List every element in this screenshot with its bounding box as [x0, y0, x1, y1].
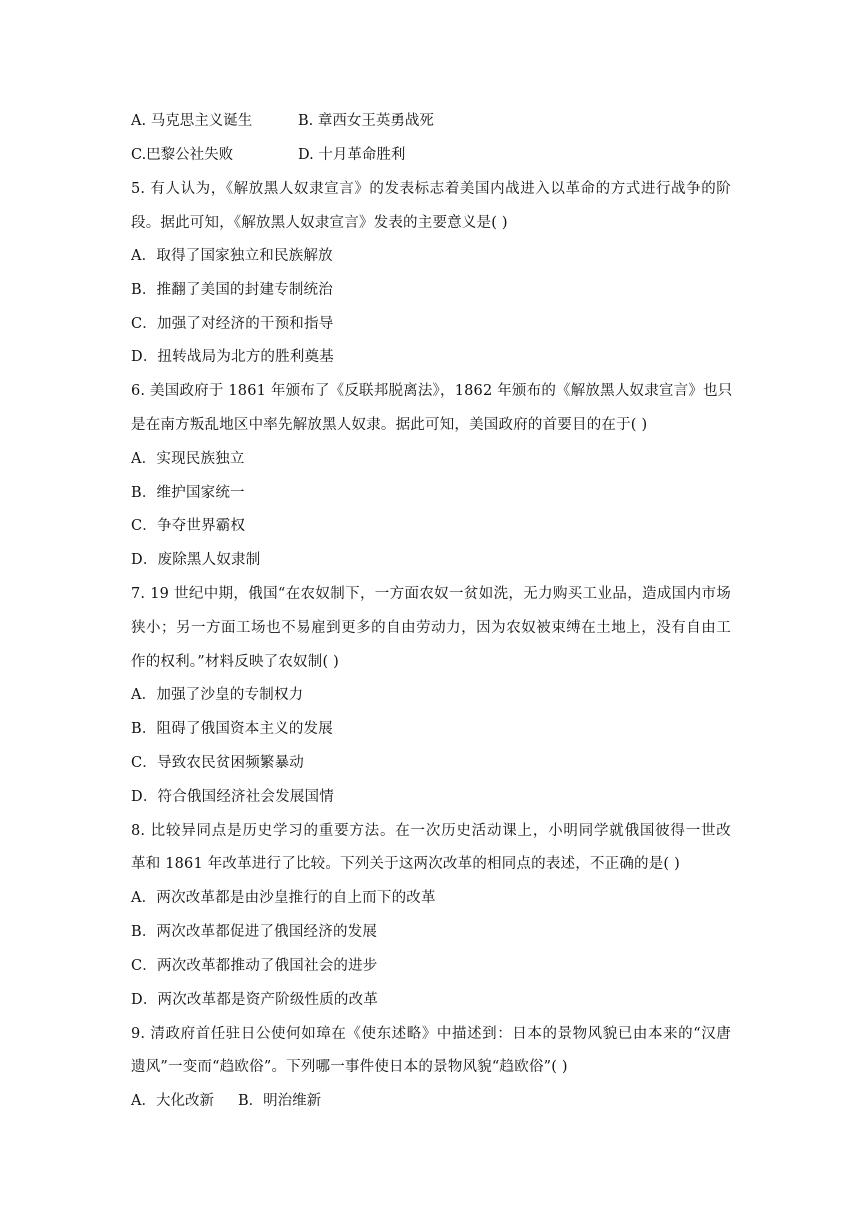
- q8-stem-line-1: 8. 比较异同点是历史学习的重要方法。在一次历史活动课上，小明同学就俄国彼得一世改: [131, 823, 731, 839]
- q4-option-d: D. 十月革命胜利: [298, 147, 406, 163]
- q6-option-b: B．维护国家统一: [131, 485, 245, 501]
- q8-option-a: A．两次改革都是由沙皇推行的自上而下的改革: [131, 890, 436, 906]
- q7-stem-line-1: 7. 19 世纪中期，俄国“在农奴制下，一方面农奴一贫如洗，无力购买工业品，造成国内市场: [131, 586, 731, 602]
- q5-option-c: C．加强了对经济的干预和指导: [131, 316, 334, 332]
- q7-option-c: C．导致农民贫困频繁暴动: [131, 755, 304, 771]
- q5-option-b: B．推翻了美国的封建专制统治: [131, 282, 333, 298]
- q7-stem-line-3: 作的权利。”材料反映了农奴制( ): [131, 654, 339, 670]
- q4-option-b: B. 章西女王英勇战死: [298, 113, 434, 129]
- q9-option-a: A．大化改新: [131, 1093, 214, 1109]
- q8-option-b: B．两次改革都促进了俄国经济的发展: [131, 924, 378, 940]
- q7-option-d: D．符合俄国经济社会发展国情: [131, 789, 334, 805]
- q4-option-a: A. 马克思主义诞生: [131, 113, 253, 129]
- q5-option-a: A．取得了国家独立和民族解放: [131, 248, 333, 264]
- q7-option-a: A．加强了沙皇的专制权力: [131, 687, 304, 703]
- q9-stem-line-2: 遗风”一变而“趋欧俗”。下列哪一事件使日本的景物风貌“趋欧俗”( ): [131, 1059, 568, 1075]
- q6-option-d: D．废除黑人奴隶制: [131, 552, 261, 568]
- q9-option-b: B．明治维新: [238, 1093, 322, 1109]
- q5-stem-line-1: 5. 有人认为，《解放黑人奴隶宣言》的发表标志着美国内战进入以革命的方式进行战争的阶: [131, 181, 731, 197]
- q7-stem-line-2: 狭小；另一方面工场也不易雇到更多的自由劳动力，因为农奴被束缚在土地上，没有自由工: [131, 620, 731, 636]
- q7-option-b: B．阻碍了俄国资本主义的发展: [131, 721, 333, 737]
- q5-stem-line-2: 段。据此可知，《解放黑人奴隶宣言》发表的主要意义是( ): [131, 215, 508, 231]
- q4-options-row-2: [131, 145, 405, 165]
- q9-options-row: [131, 1091, 321, 1111]
- q9-stem-line-1: 9. 清政府首任驻日公使何如璋在《使东述略》中描述到：日本的景物风貌已由本来的“汉唐: [131, 1026, 731, 1042]
- q8-stem-line-2: 革和 1861 年改革进行了比较。下列关于这两次改革的相同点的表述，不正确的是( ): [131, 856, 680, 872]
- q6-option-a: A．实现民族独立: [131, 451, 245, 467]
- q8-option-c: C．两次改革都推动了俄国社会的进步: [131, 958, 378, 974]
- q4-option-c: C.巴黎公社失败: [131, 147, 234, 163]
- q5-option-d: D．扭转战局为北方的胜利奠基: [131, 349, 334, 365]
- q4-options-row-1: [131, 111, 434, 131]
- q8-option-d: D．两次改革都是资产阶级性质的改革: [131, 992, 379, 1008]
- q6-stem-line-1: 6. 美国政府于 1861 年颁布了《反联邦脱离法》，1862 年颁布的《解放黑人奴隶宣言》也只: [131, 383, 733, 399]
- q6-option-c: C．争夺世界霸权: [131, 518, 246, 534]
- q6-stem-line-2: 是在南方叛乱地区中率先解放黑人奴隶。据此可知，美国政府的首要目的在于( ): [131, 417, 648, 433]
